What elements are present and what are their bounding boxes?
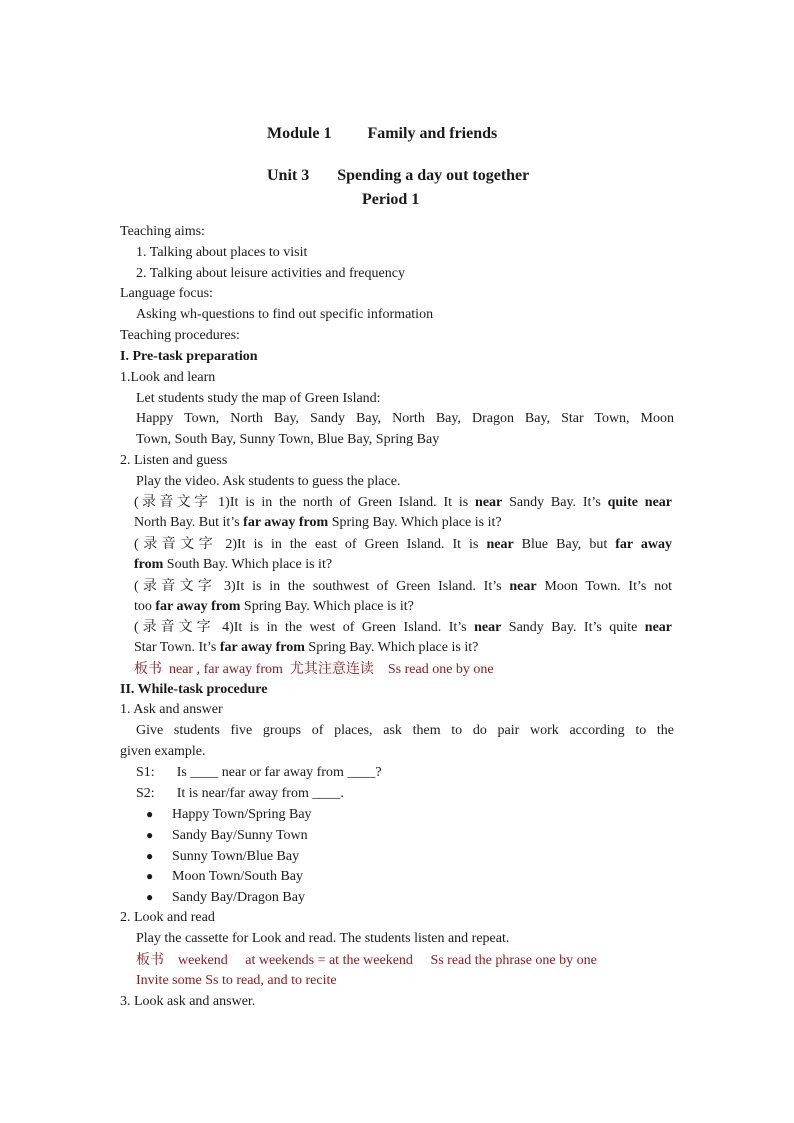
list-item: Happy Town/Spring Bay <box>172 807 312 822</box>
dialogue-line: S1: Is ____ near or far away from ____? <box>136 765 382 780</box>
dialogue-line: S2: It is near/far away from ____. <box>136 786 344 801</box>
bullet-icon: ● <box>146 849 154 863</box>
step-text: given example. <box>120 744 206 759</box>
module-heading: Module 1 Family and friends <box>267 125 498 142</box>
teaching-procedures-label: Teaching procedures: <box>120 328 240 343</box>
board-note: Invite some Ss to read, and to recite <box>136 973 337 988</box>
language-focus-label: Language focus: <box>120 286 213 301</box>
bullet-icon: ● <box>146 807 154 821</box>
section-heading: I. Pre-task preparation <box>120 349 258 364</box>
recording-text: Star Town. It’s far away from Spring Bay. Which place is it? <box>134 640 479 655</box>
list-item: Sandy Bay/Dragon Bay <box>172 890 305 905</box>
list-item: Moon Town/South Bay <box>172 869 303 884</box>
bullet-icon: ● <box>146 828 154 842</box>
aim-item: 2. Talking about leisure activities and frequency <box>136 266 405 281</box>
recording-text: (录音文字 1)It is in the north of Green Island. It is near Sandy Bay. It’s quite near <box>134 494 672 510</box>
step-text: Play the cassette for Look and read. The students listen and repeat. <box>136 931 510 946</box>
language-focus-text: Asking wh-questions to find out specific information <box>136 307 434 322</box>
step-heading: 1.Look and learn <box>120 370 216 385</box>
step-text: Give students five groups of places, ask them to do pair work according to the <box>136 723 674 738</box>
list-item: Sandy Bay/Sunny Town <box>172 828 308 843</box>
recording-text: (录音文字 2)It is in the east of Green Island. It is near Blue Bay, but far away <box>134 536 673 552</box>
unit-heading: Unit 3 Spending a day out together <box>267 167 530 184</box>
board-note: 板书 weekend at weekends = at the weekend Ss read the phrase one by one <box>136 952 597 968</box>
step-heading: 3. Look ask and answer. <box>120 994 256 1009</box>
aim-item: 1. Talking about places to visit <box>136 245 308 260</box>
period-heading: Period 1 <box>362 191 420 208</box>
list-item: Sunny Town/Blue Bay <box>172 849 300 864</box>
teaching-aims-label: Teaching aims: <box>120 224 205 239</box>
recording-text: too far away from Spring Bay. Which place is it? <box>134 599 414 614</box>
board-note: 板书 near , far away from 尤其注意连读 Ss read one by one <box>134 661 494 677</box>
step-text: Play the video. Ask students to guess the place. <box>136 474 401 489</box>
recording-text: from South Bay. Which place is it? <box>134 557 333 572</box>
step-text: Let students study the map of Green Island: <box>136 391 381 406</box>
bullet-icon: ● <box>146 869 154 883</box>
place-list: Town, South Bay, Sunny Town, Blue Bay, Spring Bay <box>136 432 440 447</box>
place-list: Happy Town, North Bay, Sandy Bay, North Bay, Dragon Bay, Star Town, Moon <box>136 411 674 426</box>
recording-text: (录音文字 4)It is in the west of Green Island. It’s near Sandy Bay. It’s quite near <box>134 619 672 635</box>
step-heading: 1. Ask and answer <box>120 702 223 717</box>
step-heading: 2. Look and read <box>120 910 215 925</box>
bullet-icon: ● <box>146 890 154 904</box>
recording-text: (录音文字 3)It is in the southwest of Green Island. It’s near Moon Town. It’s not <box>134 578 672 594</box>
section-heading: II. While-task procedure <box>120 682 268 697</box>
step-heading: 2. Listen and guess <box>120 453 228 468</box>
recording-text: North Bay. But it’s far away from Spring Bay. Which place is it? <box>134 515 502 530</box>
